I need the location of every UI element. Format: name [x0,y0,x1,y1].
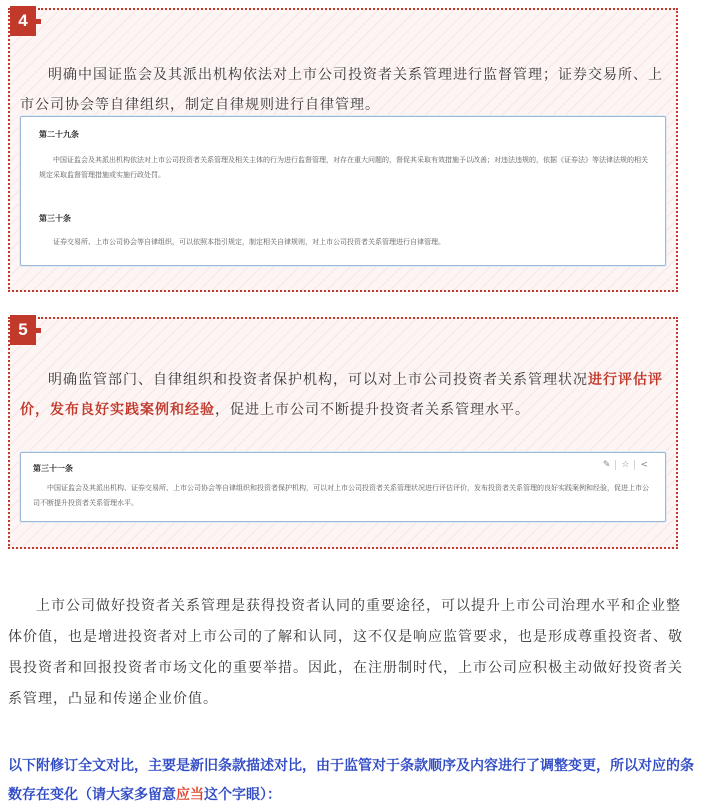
section-5-text-highlight: 进行评估评价，发布良好实践案例和经验 [20,372,663,418]
section-5-text-pre: 明确监管部门、自律组织和投资者保护机构，可以对上市公司投资者关系管理状况 [48,372,588,388]
brush-icon[interactable]: ✎ [602,460,611,470]
section-4 [8,8,678,292]
section-top-border [38,317,678,319]
star-icon[interactable]: ☆ [621,460,630,470]
section-top-border [38,8,678,10]
article-29-title: 第二十九条 [39,130,79,139]
section-4-text: 明确中国证监会及其派出机构依法对上市公司投资者关系管理进行监督管理；证券交易所、上市公司协会等自律组织，制定自律规则进行自律管理。 [20,67,663,113]
section-5-text [20,365,664,425]
law-article-box [20,452,666,522]
article-29-body: 中国证监会及其派出机构依法对上市公司投资者关系管理及相关主体的行为进行监督管理，对存在重大问题的，督促其采取有效措施予以改善；对违法违规的，依据《证券法》等法律法规的相关规定采取监督管理措施或实施行政处罚。 [39,156,648,179]
article-31-title: 第三十一条 [33,464,73,473]
share-icon[interactable]: < [640,460,648,470]
section-5 [8,317,678,549]
article-toolbar [598,459,653,471]
article-31-body: 中国证监会及其派出机构、证券交易所、上市公司协会等自律组织和投资者保护机构，可以对上市公司投资者关系管理状况进行评估评价，发布投资者关系管理的良好实践案例和经验，促进上市公司不断提升投资者关系管理水平。 [33,484,649,507]
closing-note-highlight: 应当 [176,787,204,803]
article-30-title: 第三十条 [39,214,71,223]
section-5-text-post: ，促进上市公司不断提升投资者关系管理水平。 [215,402,530,418]
law-article-box [20,116,666,266]
article-30-body: 证券交易所、上市公司协会等自律组织，可以依照本指引规定，制定相关自律规则，对上市公司投资者关系管理进行自律管理。 [53,238,445,246]
main-paragraph: 上市公司做好投资者关系管理是获得投资者认同的重要途径，可以提升上市公司治理水平和企业整体价值，也是增进投资者对上市公司的了解和认同，这不仅是响应监管要求，也是形成尊重投资者、敬畏投资者和回报投资者市场文化的重要举措。因此，在注册制时代，上市公司应积极主动做好投资者关系管理，凸显和传递企业价值。 [8,598,683,707]
closing-note-pre: 以下附修订全文对比，主要是新旧条款描述对比，由于监管对于条款顺序及内容进行了调整变更，所以对应的条数存在变化（请大家多留意 [8,758,694,803]
section-number-badge: 4 [10,6,36,36]
section-number-badge: 5 [10,315,36,345]
closing-note [8,752,696,809]
closing-note-post: 这个字眼）： [204,787,281,803]
